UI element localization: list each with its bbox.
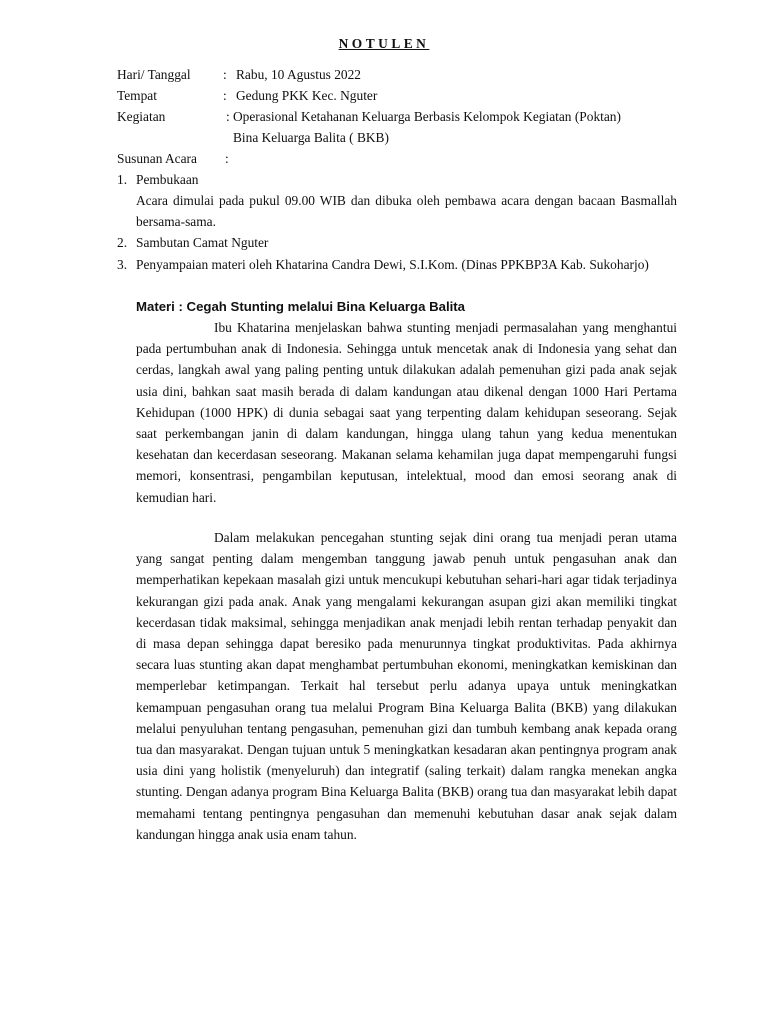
activity-label: Kegiatan <box>117 109 166 124</box>
day-colon: : <box>223 67 227 82</box>
activity-colon: : <box>226 109 230 124</box>
agenda-title-2: Sambutan Camat Nguter <box>136 235 269 250</box>
place-value: Gedung PKK Kec. Nguter <box>236 88 378 103</box>
agenda-label: Susunan Acara <box>117 151 197 166</box>
agenda-number-2: 2. <box>117 235 128 250</box>
agenda-colon: : <box>225 151 229 166</box>
agenda-text-1: Acara dimulai pada pukul 09.00 WIB dan dibuka oleh pembawa acara dengan bacaan Basmallah bersama-sama. <box>136 193 677 229</box>
agenda-title-3: Penyampaian materi oleh Khatarina Candra Dewi, S.I.Kom. (Dinas PPKBP3A Kab. Sukoharjo) <box>136 257 649 272</box>
activity-value-line2: Bina Keluarga Balita ( BKB) <box>233 130 389 145</box>
document-title: NOTULEN <box>338 36 430 51</box>
materi-heading: Materi : Cegah Stunting melalui Bina Keluarga Balita <box>136 299 466 314</box>
agenda-number-3: 3. <box>117 257 128 272</box>
agenda-title-1: Pembukaan <box>136 172 199 187</box>
activity-value-line1: Operasional Ketahanan Keluarga Berbasis Kelompok Kegiatan (Poktan) <box>233 109 621 124</box>
agenda-number-1: 1. <box>117 172 128 187</box>
materi-paragraph-1: Ibu Khatarina menjelaskan bahwa stunting menjadi permasalahan yang menghantui pada pertumbuhan anak di Indonesia. Sehingga untuk mencetak anak di Indonesia yang sehat dan cerdas, langkah awal yang paling penting untuk dilakukan adalah pemenuhan gizi pada anak sejak usia dini, bahkan saat masih berada di dalam kandungan atau dikenal dengan 1000 Hari Pertama Kehidupan (1000 HPK) di dunia sebagai saat yang terpenting dalam kehidupan seseorang. Sejak saat perkembangan janin di dalam kandungan, hingga ulang tahun yang kedua menentukan kesehatan dan kecerdasan seseorang. Makanan selama kehamilan juga dapat mempengaruhi fungsi memori, konsentrasi, pengambilan keputusan, intelektual, mood dan emosi seorang anak di kemudian hari. <box>136 320 677 505</box>
day-label: Hari/ Tanggal <box>117 67 191 82</box>
day-value: Rabu, 10 Agustus 2022 <box>236 67 361 82</box>
place-label: Tempat <box>117 88 157 103</box>
materi-paragraph-2: Dalam melakukan pencegahan stunting sejak dini orang tua menjadi peran utama yang sangat penting dalam mengemban tanggung jawab penuh untuk pengasuhan anak dan memperhatikan kepekaan masalah gizi untuk mencukupi kebutuhan sehari-hari agar tidak terjadinya kekurangan gizi pada anak. Anak yang mengalami kekurangan asupan gizi akan memiliki tingkat kecerdasan tidak maksimal, sehingga menjadikan anak menjadi lebih rentan terhadap penyakit dan di masa depan sehingga dapat beresiko pada menurunnya tingkat produktivitas. Pada akhirnya secara luas stunting akan dapat menghambat pertumbuhan ekonomi, meningkatkan kemiskinan dan memperlebar ketimpangan. Terkait hal tersebut perlu adanya upaya untuk meningkatkan kemampuan pengasuhan orang tua melalui Program Bina Keluarga Balita (BKB) yang dilakukan melalui penyuluhan tentang pengasuhan, pemenuhan gizi dan tumbuh kembang anak kepada orang tua dan masyarakat. Dengan tujuan untuk 5 meningkatkan kesadaran akan pentingnya program anak usia dini yang holistik (menyeluruh) dan integratif (saling terkait) dalam rangka menekan angka stunting. Dengan adanya program Bina Keluarga Balita (BKB) orang tua dan masyarakat lebih dapat memahami tentang pentingnya pengasuhan dan memenuhi kebutuhan dasar anak sejak dalam kandungan hingga anak usia enam tahun. <box>136 530 677 842</box>
place-colon: : <box>223 88 227 103</box>
